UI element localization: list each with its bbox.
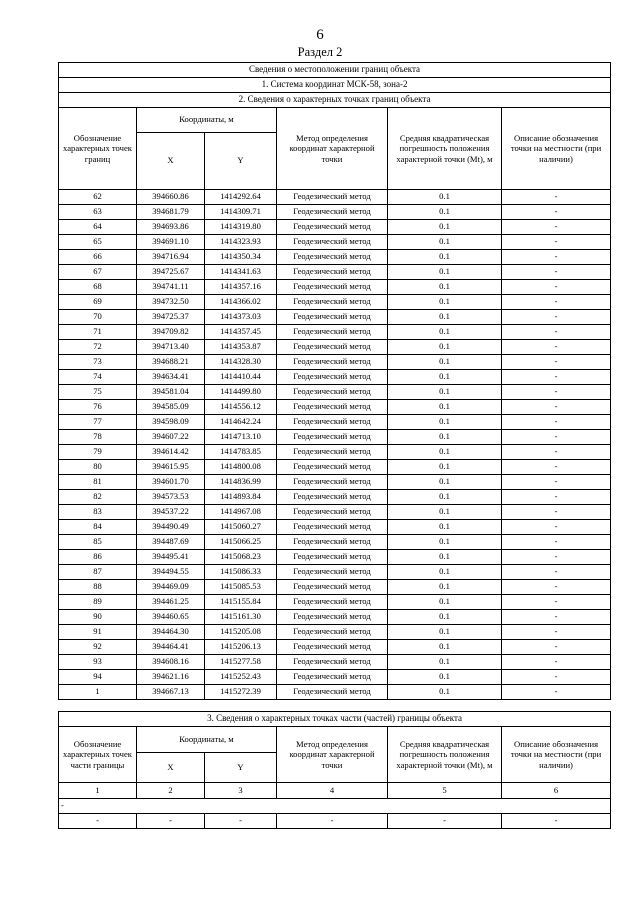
- y-cell: 1414967.08: [205, 505, 277, 520]
- x-cell: 394487.69: [137, 535, 205, 550]
- header-description: Описание обозначения точки на местности (при наличии): [502, 108, 611, 190]
- mt-cell: 0.1: [388, 325, 502, 340]
- point-number-cell: 63: [59, 205, 137, 220]
- point-number-cell: 65: [59, 235, 137, 250]
- y-cell: 1415252.43: [205, 670, 277, 685]
- y-cell: 1414893.84: [205, 490, 277, 505]
- method-cell: Геодезический метод: [277, 595, 388, 610]
- x-cell: 394464.41: [137, 640, 205, 655]
- description-cell: -: [502, 550, 611, 565]
- column-number: 3: [205, 783, 277, 799]
- mt-cell: 0.1: [388, 280, 502, 295]
- description-cell: -: [502, 505, 611, 520]
- header-y: Y: [205, 133, 277, 190]
- mt-cell: 0.1: [388, 685, 502, 700]
- table-row: [59, 580, 611, 595]
- method-cell: Геодезический метод: [277, 205, 388, 220]
- mt-cell: 0.1: [388, 475, 502, 490]
- x-cell: 394598.09: [137, 415, 205, 430]
- y-cell: 1414410.44: [205, 370, 277, 385]
- description-cell: -: [502, 445, 611, 460]
- section-title: Раздел 2: [297, 45, 343, 59]
- x-cell: 394607.22: [137, 430, 205, 445]
- y-cell: 1414341.63: [205, 265, 277, 280]
- description-cell: -: [502, 220, 611, 235]
- y-cell: 1415085.53: [205, 580, 277, 595]
- table-row: [59, 280, 611, 295]
- x-cell: 394681.79: [137, 205, 205, 220]
- column-number: 2: [137, 783, 205, 799]
- x-cell: 394667.13: [137, 685, 205, 700]
- x-cell: 394615.95: [137, 460, 205, 475]
- method-cell: Геодезический метод: [277, 505, 388, 520]
- description-cell: -: [502, 250, 611, 265]
- table-row: [59, 355, 611, 370]
- method-cell: Геодезический метод: [277, 580, 388, 595]
- x-cell: 394469.09: [137, 580, 205, 595]
- table-row: [59, 445, 611, 460]
- table-row: [59, 550, 611, 565]
- table-row: [59, 595, 611, 610]
- table-row: [59, 505, 611, 520]
- table-row: [59, 610, 611, 625]
- description-cell: -: [502, 625, 611, 640]
- x-cell: 394464.30: [137, 625, 205, 640]
- table-row: [59, 385, 611, 400]
- y-cell: 1414319.80: [205, 220, 277, 235]
- y-cell: 1414366.02: [205, 295, 277, 310]
- point-number-cell: 64: [59, 220, 137, 235]
- point-number-cell: 94: [59, 670, 137, 685]
- mt-cell: 0.1: [388, 670, 502, 685]
- method-cell: Геодезический метод: [277, 520, 388, 535]
- description-cell: -: [502, 295, 611, 310]
- mt-cell: 0.1: [388, 385, 502, 400]
- point-number-cell: 89: [59, 595, 137, 610]
- x-cell: 394608.16: [137, 655, 205, 670]
- mt-cell: 0.1: [388, 415, 502, 430]
- part-dash-cell: -: [502, 814, 611, 829]
- point-number-cell: 66: [59, 250, 137, 265]
- point-number-cell: 77: [59, 415, 137, 430]
- mt-cell: 0.1: [388, 235, 502, 250]
- method-cell: Геодезический метод: [277, 550, 388, 565]
- mt-cell: 0.1: [388, 220, 502, 235]
- part-dash-cell: -: [388, 814, 502, 829]
- mt-cell: 0.1: [388, 310, 502, 325]
- point-number-cell: 68: [59, 280, 137, 295]
- point-number-cell: 71: [59, 325, 137, 340]
- x-cell: 394725.67: [137, 265, 205, 280]
- point-number-cell: 73: [59, 355, 137, 370]
- mt-cell: 0.1: [388, 355, 502, 370]
- method-cell: Геодезический метод: [277, 355, 388, 370]
- part-dash-cell: -: [205, 814, 277, 829]
- y-cell: 1414292.64: [205, 190, 277, 205]
- method-cell: Геодезический метод: [277, 460, 388, 475]
- part-header-x: X: [137, 753, 205, 783]
- method-cell: Геодезический метод: [277, 640, 388, 655]
- part-header-coordinates: Координаты, м: [137, 727, 277, 753]
- x-cell: 394495.41: [137, 550, 205, 565]
- x-cell: 394621.16: [137, 670, 205, 685]
- header-rms: Средняя квадратическая погрешность положения характерной точки (Mt), м: [388, 108, 502, 190]
- description-cell: -: [502, 190, 611, 205]
- y-cell: 1414642.24: [205, 415, 277, 430]
- point-number-cell: 78: [59, 430, 137, 445]
- point-number-cell: 75: [59, 385, 137, 400]
- mt-cell: 0.1: [388, 505, 502, 520]
- y-cell: 1414713.10: [205, 430, 277, 445]
- method-cell: Геодезический метод: [277, 265, 388, 280]
- method-cell: Геодезический метод: [277, 610, 388, 625]
- method-cell: Геодезический метод: [277, 475, 388, 490]
- part-banner: 3. Сведения о характерных точках части (частей) границы объекта: [59, 712, 611, 727]
- point-number-cell: 1: [59, 685, 137, 700]
- method-cell: Геодезический метод: [277, 535, 388, 550]
- description-cell: -: [502, 310, 611, 325]
- y-cell: 1414309.71: [205, 205, 277, 220]
- point-number-cell: 87: [59, 565, 137, 580]
- table-row: [59, 670, 611, 685]
- boundary-points-table: [58, 62, 611, 700]
- mt-cell: 0.1: [388, 445, 502, 460]
- description-cell: -: [502, 415, 611, 430]
- x-cell: 394732.50: [137, 295, 205, 310]
- description-cell: -: [502, 685, 611, 700]
- table-row: [59, 655, 611, 670]
- table-row: [59, 430, 611, 445]
- mt-cell: 0.1: [388, 205, 502, 220]
- mt-cell: 0.1: [388, 655, 502, 670]
- header-x: X: [137, 133, 205, 190]
- point-number-cell: 72: [59, 340, 137, 355]
- part-header-point-designation: Обозначение характерных точек части границы: [59, 727, 137, 783]
- part-header-y: Y: [205, 753, 277, 783]
- x-cell: 394725.37: [137, 310, 205, 325]
- mt-cell: 0.1: [388, 295, 502, 310]
- method-cell: Геодезический метод: [277, 685, 388, 700]
- point-number-cell: 70: [59, 310, 137, 325]
- method-cell: Геодезический метод: [277, 385, 388, 400]
- x-cell: 394490.49: [137, 520, 205, 535]
- point-number-cell: 79: [59, 445, 137, 460]
- page-number: 6: [316, 27, 324, 43]
- table-row: [59, 400, 611, 415]
- method-cell: Геодезический метод: [277, 310, 388, 325]
- x-cell: 394716.94: [137, 250, 205, 265]
- method-cell: Геодезический метод: [277, 490, 388, 505]
- x-cell: 394713.40: [137, 340, 205, 355]
- x-cell: 394494.55: [137, 565, 205, 580]
- part-header-method: Метод определения координат характерной точки: [277, 727, 388, 783]
- point-number-cell: 91: [59, 625, 137, 640]
- column-number: 5: [388, 783, 502, 799]
- table-row: [59, 190, 611, 205]
- table-row: [59, 535, 611, 550]
- y-cell: 1415060.27: [205, 520, 277, 535]
- y-cell: 1415277.58: [205, 655, 277, 670]
- x-cell: 394581.04: [137, 385, 205, 400]
- location-banner: Сведения о местоположении границ объекта: [59, 63, 611, 78]
- point-number-cell: 74: [59, 370, 137, 385]
- x-cell: 394573.53: [137, 490, 205, 505]
- part-dash-cell: -: [137, 814, 205, 829]
- description-cell: -: [502, 580, 611, 595]
- mt-cell: 0.1: [388, 625, 502, 640]
- description-cell: -: [502, 565, 611, 580]
- part-dash-cell: -: [277, 814, 388, 829]
- header-method: Метод определения координат характерной точки: [277, 108, 388, 190]
- method-cell: Геодезический метод: [277, 235, 388, 250]
- description-cell: -: [502, 385, 611, 400]
- y-cell: 1415272.39: [205, 685, 277, 700]
- y-cell: 1414323.93: [205, 235, 277, 250]
- table-row: [59, 565, 611, 580]
- point-number-cell: 90: [59, 610, 137, 625]
- y-cell: 1414800.08: [205, 460, 277, 475]
- table-row: [59, 415, 611, 430]
- point-number-cell: 88: [59, 580, 137, 595]
- table-row: [59, 265, 611, 280]
- method-cell: Геодезический метод: [277, 430, 388, 445]
- table-row: [59, 640, 611, 655]
- header-coordinates: Координаты, м: [137, 108, 277, 133]
- mt-cell: 0.1: [388, 520, 502, 535]
- description-cell: -: [502, 490, 611, 505]
- mt-cell: 0.1: [388, 430, 502, 445]
- y-cell: 1414357.16: [205, 280, 277, 295]
- point-number-cell: 84: [59, 520, 137, 535]
- description-cell: -: [502, 370, 611, 385]
- mt-cell: 0.1: [388, 490, 502, 505]
- table-row: [59, 490, 611, 505]
- point-number-cell: 92: [59, 640, 137, 655]
- point-number-cell: 83: [59, 505, 137, 520]
- method-cell: Геодезический метод: [277, 250, 388, 265]
- table-row: [59, 235, 611, 250]
- y-cell: 1415068.23: [205, 550, 277, 565]
- coord-system-banner: 1. Система координат МСК-58, зона-2: [59, 78, 611, 93]
- points-banner: 2. Сведения о характерных точках границ объекта: [59, 93, 611, 108]
- description-cell: -: [502, 325, 611, 340]
- table-row: [59, 310, 611, 325]
- description-cell: -: [502, 670, 611, 685]
- description-cell: -: [502, 235, 611, 250]
- x-cell: 394688.21: [137, 355, 205, 370]
- point-number-cell: 62: [59, 190, 137, 205]
- part-header-description: Описание обозначения точки на местности (при наличии): [502, 727, 611, 783]
- column-number: 6: [502, 783, 611, 799]
- column-number: 1: [59, 783, 137, 799]
- method-cell: Геодезический метод: [277, 625, 388, 640]
- description-cell: -: [502, 610, 611, 625]
- description-cell: -: [502, 475, 611, 490]
- description-cell: -: [502, 520, 611, 535]
- x-cell: 394741.11: [137, 280, 205, 295]
- method-cell: Геодезический метод: [277, 370, 388, 385]
- mt-cell: 0.1: [388, 400, 502, 415]
- y-cell: 1415206.13: [205, 640, 277, 655]
- table-row: [59, 250, 611, 265]
- part-points-table: [58, 711, 611, 829]
- description-cell: -: [502, 535, 611, 550]
- mt-cell: 0.1: [388, 595, 502, 610]
- y-cell: 1414556.12: [205, 400, 277, 415]
- description-cell: -: [502, 460, 611, 475]
- x-cell: 394614.42: [137, 445, 205, 460]
- table-row: [59, 340, 611, 355]
- table-row: [59, 625, 611, 640]
- x-cell: 394601.70: [137, 475, 205, 490]
- y-cell: 1415086.33: [205, 565, 277, 580]
- description-cell: -: [502, 640, 611, 655]
- part-header-rms: Средняя квадратическая погрешность положения характерной точки (Mt), м: [388, 727, 502, 783]
- mt-cell: 0.1: [388, 190, 502, 205]
- description-cell: -: [502, 400, 611, 415]
- method-cell: Геодезический метод: [277, 655, 388, 670]
- y-cell: 1414499.80: [205, 385, 277, 400]
- method-cell: Геодезический метод: [277, 190, 388, 205]
- part-dash-cell: -: [59, 814, 137, 829]
- y-cell: 1414373.03: [205, 310, 277, 325]
- y-cell: 1414357.45: [205, 325, 277, 340]
- x-cell: 394691.10: [137, 235, 205, 250]
- method-cell: Геодезический метод: [277, 340, 388, 355]
- table-row: [59, 325, 611, 340]
- mt-cell: 0.1: [388, 460, 502, 475]
- description-cell: -: [502, 205, 611, 220]
- description-cell: -: [502, 340, 611, 355]
- point-number-cell: 69: [59, 295, 137, 310]
- table-row: [59, 520, 611, 535]
- y-cell: 1414353.87: [205, 340, 277, 355]
- mt-cell: 0.1: [388, 250, 502, 265]
- description-cell: -: [502, 430, 611, 445]
- point-number-cell: 80: [59, 460, 137, 475]
- method-cell: Геодезический метод: [277, 220, 388, 235]
- point-number-cell: 67: [59, 265, 137, 280]
- column-number: 4: [277, 783, 388, 799]
- mt-cell: 0.1: [388, 610, 502, 625]
- method-cell: Геодезический метод: [277, 415, 388, 430]
- point-number-cell: 85: [59, 535, 137, 550]
- y-cell: 1415066.25: [205, 535, 277, 550]
- mt-cell: 0.1: [388, 265, 502, 280]
- description-cell: -: [502, 655, 611, 670]
- description-cell: -: [502, 595, 611, 610]
- y-cell: 1414350.34: [205, 250, 277, 265]
- point-number-cell: 81: [59, 475, 137, 490]
- table-row: [59, 295, 611, 310]
- y-cell: 1415161.30: [205, 610, 277, 625]
- mt-cell: 0.1: [388, 535, 502, 550]
- method-cell: Геодезический метод: [277, 670, 388, 685]
- point-number-cell: 93: [59, 655, 137, 670]
- y-cell: 1414783.85: [205, 445, 277, 460]
- header-point-designation: Обозначение характерных точек границ: [59, 108, 137, 190]
- y-cell: 1415155.84: [205, 595, 277, 610]
- description-cell: -: [502, 280, 611, 295]
- part-empty-row: -: [59, 799, 611, 814]
- x-cell: 394585.09: [137, 400, 205, 415]
- x-cell: 394709.82: [137, 325, 205, 340]
- table-row: [59, 220, 611, 235]
- mt-cell: 0.1: [388, 640, 502, 655]
- y-cell: 1415205.08: [205, 625, 277, 640]
- table-row: [59, 370, 611, 385]
- point-number-cell: 76: [59, 400, 137, 415]
- description-cell: -: [502, 265, 611, 280]
- table-row: [59, 685, 611, 700]
- y-cell: 1414328.30: [205, 355, 277, 370]
- x-cell: 394693.86: [137, 220, 205, 235]
- method-cell: Геодезический метод: [277, 280, 388, 295]
- method-cell: Геодезический метод: [277, 325, 388, 340]
- method-cell: Геодезический метод: [277, 295, 388, 310]
- mt-cell: 0.1: [388, 550, 502, 565]
- table-row: [59, 460, 611, 475]
- mt-cell: 0.1: [388, 565, 502, 580]
- table-row: [59, 205, 611, 220]
- mt-cell: 0.1: [388, 580, 502, 595]
- method-cell: Геодезический метод: [277, 445, 388, 460]
- point-number-cell: 86: [59, 550, 137, 565]
- y-cell: 1414836.99: [205, 475, 277, 490]
- x-cell: 394660.86: [137, 190, 205, 205]
- x-cell: 394461.25: [137, 595, 205, 610]
- mt-cell: 0.1: [388, 340, 502, 355]
- point-number-cell: 82: [59, 490, 137, 505]
- x-cell: 394537.22: [137, 505, 205, 520]
- x-cell: 394460.65: [137, 610, 205, 625]
- table-row: [59, 475, 611, 490]
- method-cell: Геодезический метод: [277, 565, 388, 580]
- x-cell: 394634.41: [137, 370, 205, 385]
- description-cell: -: [502, 355, 611, 370]
- mt-cell: 0.1: [388, 370, 502, 385]
- method-cell: Геодезический метод: [277, 400, 388, 415]
